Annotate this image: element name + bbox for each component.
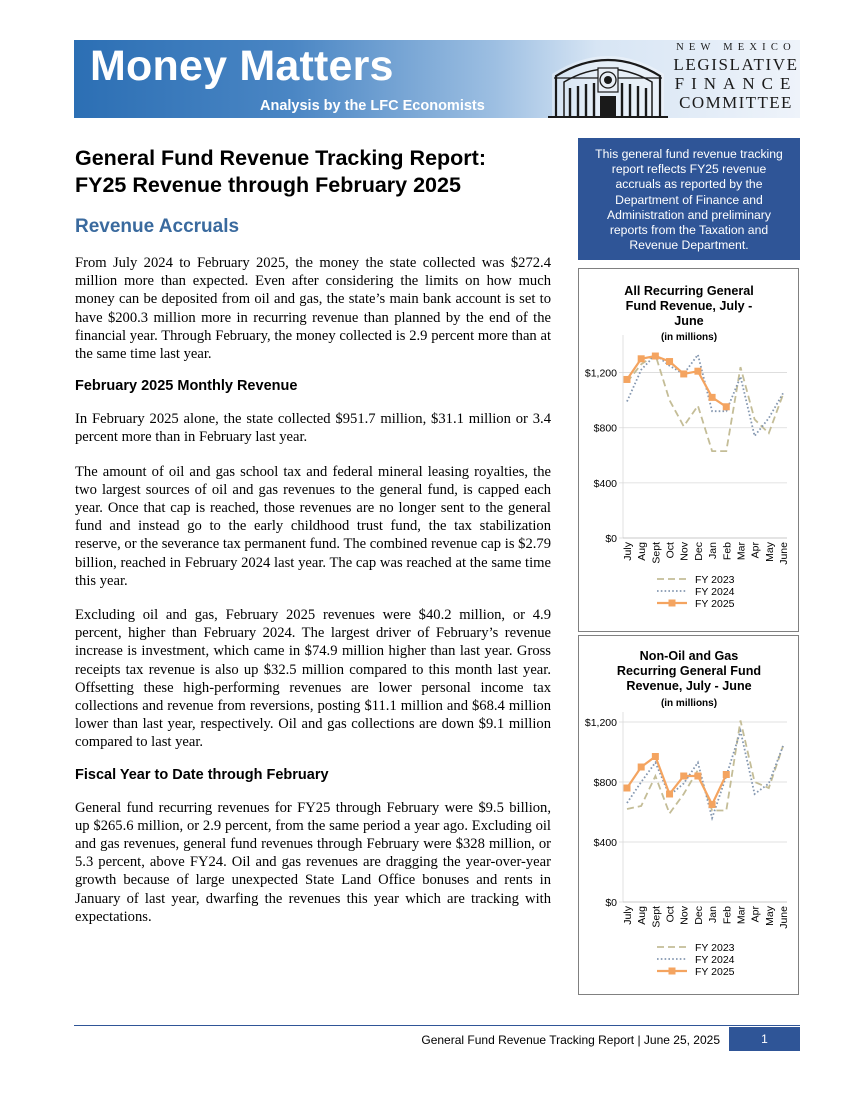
data-point <box>666 358 673 365</box>
chart-title-line: Fund Revenue, July - <box>625 299 753 313</box>
x-tick-label: Mar <box>735 542 748 561</box>
x-tick-label: June <box>778 906 790 929</box>
x-tick-label: May <box>763 906 776 926</box>
y-tick-label: $400 <box>593 477 617 490</box>
x-tick-label: Aug <box>636 542 649 561</box>
legend-label: FY 2024 <box>695 585 735 598</box>
page-title-line1: General Fund Revenue Tracking Report: <box>75 146 486 170</box>
x-tick-label: Dec <box>692 906 705 925</box>
lfc-line-finance: FINANCE <box>674 74 798 93</box>
y-tick-label: $800 <box>593 422 617 435</box>
x-tick-label: Oct <box>664 906 677 923</box>
x-tick-label: Feb <box>721 542 734 561</box>
x-tick-label: May <box>763 542 776 562</box>
legend-label: FY 2023 <box>695 941 735 954</box>
y-tick-label: $0 <box>605 897 617 909</box>
x-tick-label: Nov <box>678 542 691 561</box>
capitol-building-icon <box>548 44 668 118</box>
y-tick-label: $400 <box>593 837 617 849</box>
y-tick-label: $800 <box>593 777 617 789</box>
paragraph-february-total: In February 2025 alone, the state collected $951.7 million, $31.1 million or 3.4 percent more than in February last year. <box>75 411 551 446</box>
chart-subtitle: (in millions) <box>660 698 718 709</box>
chart-subtitle: (in millions) <box>660 332 718 343</box>
chart-all-recurring-revenue <box>578 268 799 632</box>
data-point <box>638 764 645 771</box>
section-heading-fiscal-ytd: Fiscal Year to Date through February <box>75 766 329 783</box>
y-tick-label: $1,200 <box>584 367 617 380</box>
lfc-logo-text <box>672 40 800 118</box>
page-number: 1 <box>729 1027 800 1051</box>
lfc-line-committee: COMMITTEE <box>679 93 793 112</box>
x-tick-label: Jan <box>707 906 720 923</box>
paragraph-revenue-accruals: From July 2024 to February 2025, the money the state collected was $272.4 million more than expected. Even after considering the limits on how much money can be deposited from oil and gas, the state’s main bank account is set to have $200.3 million more in recurring revenue than planned by the end of the financial year. Through February, the money collected is 2.9 percent more than at the same time last year. <box>75 255 551 363</box>
chart-non-oil-gas-svg <box>579 636 800 996</box>
legend-label: FY 2025 <box>695 965 735 978</box>
x-tick-label: Mar <box>735 906 748 925</box>
chart-title-line: Recurring General Fund <box>616 664 762 678</box>
data-point <box>709 394 716 401</box>
legend-marker <box>669 600 676 607</box>
paragraph-oil-gas-cap: The amount of oil and gas school tax and federal mineral leasing royalties, the two largest sources of oil and gas revenues to the general fund, is capped each year. Once that cap is reached, those revenues are no longer sent to the general fund and instead go to the early childhood trust fund, the tax stabilization reserve, or the severance tax permanent fund. The combined revenue cap is $2.79 billion, reached in February 2024 last year. The cap was reached at the same time this year. <box>75 463 551 589</box>
data-point <box>694 773 701 780</box>
data-point <box>709 801 716 808</box>
x-tick-label: Sept <box>650 906 663 928</box>
section-heading-revenue-accruals: Revenue Accruals <box>75 216 240 237</box>
lfc-line-legislative: LEGISLATIVE <box>673 55 799 74</box>
legend-marker <box>669 968 676 975</box>
chart-title <box>624 284 753 328</box>
lfc-line-new-mexico: NEW MEXICO <box>676 42 796 53</box>
x-tick-label: Apr <box>749 542 762 559</box>
header-banner <box>74 40 800 118</box>
chart-all-recurring-svg <box>579 269 800 633</box>
footer-divider <box>74 1025 800 1026</box>
x-tick-label: July <box>622 542 634 561</box>
sidebar-note: This general fund revenue tracking report reflects FY25 revenue accruals as reported by the Department of Finance and Administration and preliminary reports from the Taxation and Revenue Department. <box>578 138 800 260</box>
data-point <box>723 771 730 778</box>
legend-label: FY 2023 <box>695 573 735 586</box>
y-tick-label: $0 <box>605 533 617 545</box>
footer-text: General Fund Revenue Tracking Report | June 25, 2025 <box>421 1033 720 1047</box>
legend-label: FY 2025 <box>695 597 735 610</box>
chart-title-line: Non-Oil and Gas <box>639 649 739 663</box>
x-tick-label: Nov <box>678 906 691 925</box>
x-tick-label: Feb <box>721 906 734 925</box>
section-heading-february-monthly: February 2025 Monthly Revenue <box>75 378 298 395</box>
paragraph-fiscal-ytd: General fund recurring revenues for FY25 through February were $9.5 billion, up $265.6 million, or 2.9 percent, from the same period a year ago. Excluding oil and gas revenues, general fund revenues through February were $328 million, or 5.3 percent, above FY24. Oil and gas revenues are dragging the year-over-year growth because of large unexpected State Land Office bonuses and rents in January of last year, dwarfing the revenues this year which are tracking with expectations. <box>75 799 551 925</box>
y-tick-label: $1,200 <box>584 717 617 729</box>
chart-title-line: Revenue, July - June <box>626 679 752 693</box>
series-line-fy-2023 <box>627 355 783 451</box>
data-point <box>638 355 645 362</box>
paragraph-non-oil-gas: Excluding oil and gas, February 2025 revenues were $40.2 million, or 4.9 percent, higher than February 2024. The largest driver of February’s revenue increase is investment, which came in $74.9 million higher than last year. Gross receipts tax revenue is also up $32.5 million compared to this month last year. Offsetting these high-performing revenues are lower personal income tax collections and revenue from reversions, posting $11.1 million and $68.4 million lower than last year, respectively. Oil and gas collections are down $9.1 million compared to last year. <box>75 607 551 751</box>
series-line-fy-2024 <box>627 731 783 818</box>
data-point <box>666 791 673 798</box>
main-column <box>75 145 551 926</box>
x-tick-label: Apr <box>749 906 762 923</box>
x-tick-label: Jan <box>707 542 720 559</box>
chart-title-line: June <box>674 314 704 328</box>
x-tick-label: July <box>622 906 634 925</box>
x-tick-label: Dec <box>692 542 705 561</box>
chart-title-line: All Recurring General <box>624 284 754 298</box>
banner-title: Money Matters <box>90 42 394 90</box>
data-point <box>680 773 687 780</box>
page-title-line2: FY25 Revenue through February 2025 <box>75 173 461 197</box>
data-point <box>624 376 631 383</box>
chart-title <box>617 649 761 693</box>
legend-label: FY 2024 <box>695 953 735 966</box>
series-line-fy-2024 <box>627 355 783 436</box>
data-point <box>680 370 687 377</box>
data-point <box>624 785 631 792</box>
data-point <box>694 368 701 375</box>
x-tick-label: Aug <box>636 906 649 925</box>
chart-non-oil-gas-revenue <box>578 635 799 995</box>
data-point <box>652 753 659 760</box>
page-title <box>75 145 551 199</box>
banner-subtitle: Analysis by the LFC Economists <box>260 98 485 114</box>
data-point <box>723 403 730 410</box>
data-point <box>652 353 659 360</box>
series-line-fy-2023 <box>627 721 783 814</box>
x-tick-label: Sept <box>650 542 663 564</box>
x-tick-label: June <box>778 542 790 565</box>
x-tick-label: Oct <box>664 542 677 559</box>
